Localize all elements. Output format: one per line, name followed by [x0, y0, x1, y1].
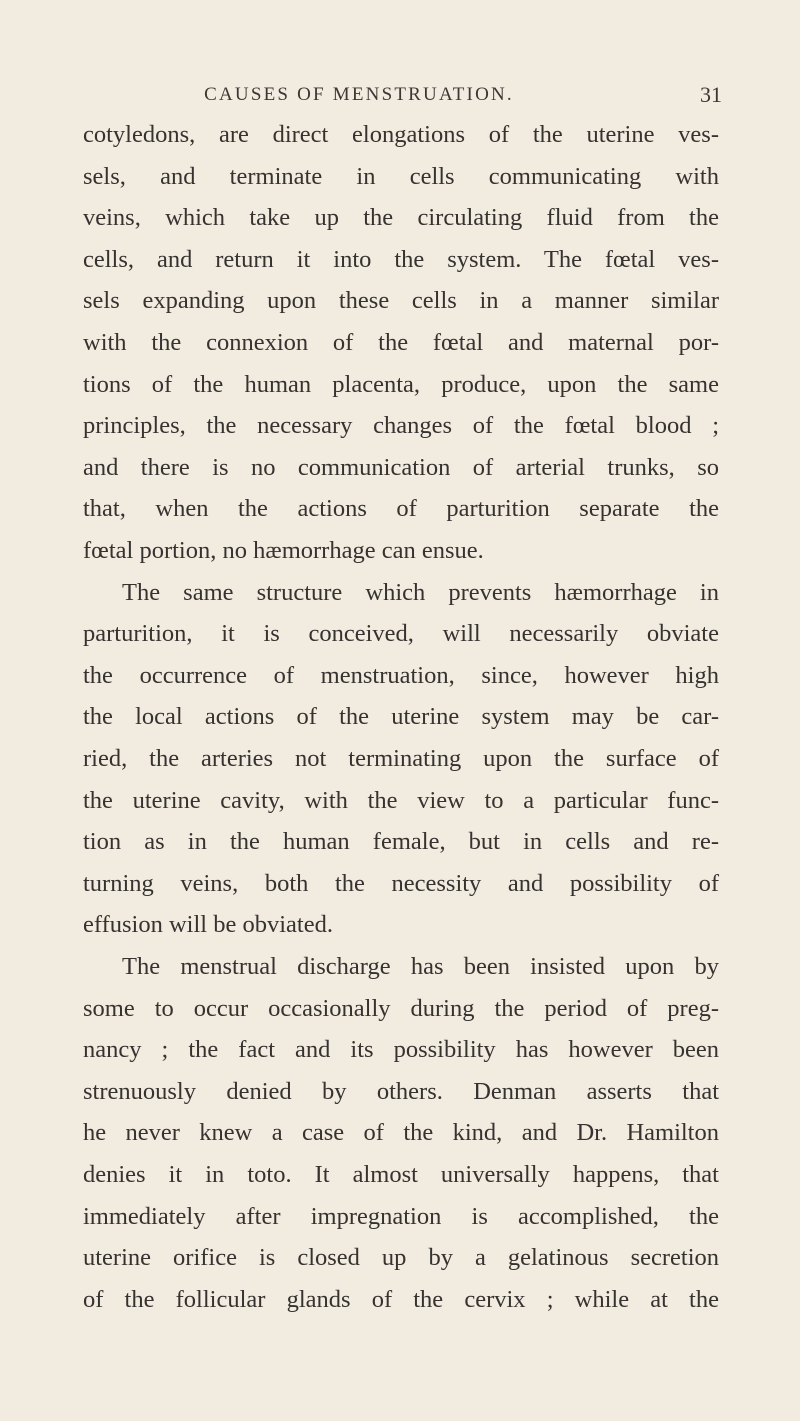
text-line: tion as in the human female, but in cells and re-: [83, 828, 719, 856]
text-line: strenuously denied by others. Denman asserts that: [83, 1077, 719, 1105]
text-line: turning veins, both the necessity and possibility of: [83, 869, 719, 897]
text-line: uterine orifice is closed up by a gelatinous secretion: [83, 1244, 719, 1272]
page-number: 31: [700, 82, 722, 107]
text-line: ried, the arteries not terminating upon the surface of: [83, 745, 719, 772]
text-line: cotyledons, are direct elongations of the uterine ves-: [83, 121, 719, 148]
text-line: the occurrence of menstruation, since, however high: [83, 661, 719, 689]
text-line: veins, which take up the circulating fluid from the: [83, 204, 719, 232]
text-line: and there is no communication of arterial trunks, so: [83, 453, 719, 481]
text-line: sels, and terminate in cells communicating with: [83, 162, 719, 190]
text-line: effusion will be obviated.: [83, 911, 333, 939]
text-line: of the follicular glands of the cervix ; while at the: [83, 1285, 719, 1313]
text-line: the uterine cavity, with the view to a particular func-: [83, 786, 719, 814]
running-head: [0, 82, 800, 112]
text-line: some to occur occasionally during the period of preg-: [83, 994, 719, 1022]
text-line: parturition, it is conceived, will necessarily obviate: [83, 620, 719, 648]
text-line: tions of the human placenta, produce, upon the same: [83, 370, 719, 398]
text-line: denies it in toto. It almost universally happens, that: [83, 1161, 719, 1188]
text-line: fœtal portion, no hæmorrhage can ensue.: [83, 537, 484, 564]
text-line: that, when the actions of parturition separate the: [83, 495, 719, 523]
text-line: The menstrual discharge has been insisted upon by: [122, 953, 719, 980]
text-line: The same structure which prevents hæmorrhage in: [122, 578, 719, 606]
text-line: with the connexion of the fœtal and maternal por-: [83, 329, 719, 356]
text-line: he never knew a case of the kind, and Dr. Hamilton: [83, 1119, 719, 1147]
text-line: immediately after impregnation is accomplished, the: [83, 1202, 719, 1230]
running-head-title: CAUSES OF MENSTRUATION.: [204, 84, 514, 105]
text-line: principles, the necessary changes of the fœtal blood ;: [83, 412, 719, 440]
text-line: sels expanding upon these cells in a manner similar: [83, 287, 719, 315]
text-line: cells, and return it into the system. The fœtal ves-: [83, 245, 719, 273]
text-line: the local actions of the uterine system may be car-: [83, 703, 719, 731]
text-line: nancy ; the fact and its possibility has however been: [83, 1036, 719, 1064]
